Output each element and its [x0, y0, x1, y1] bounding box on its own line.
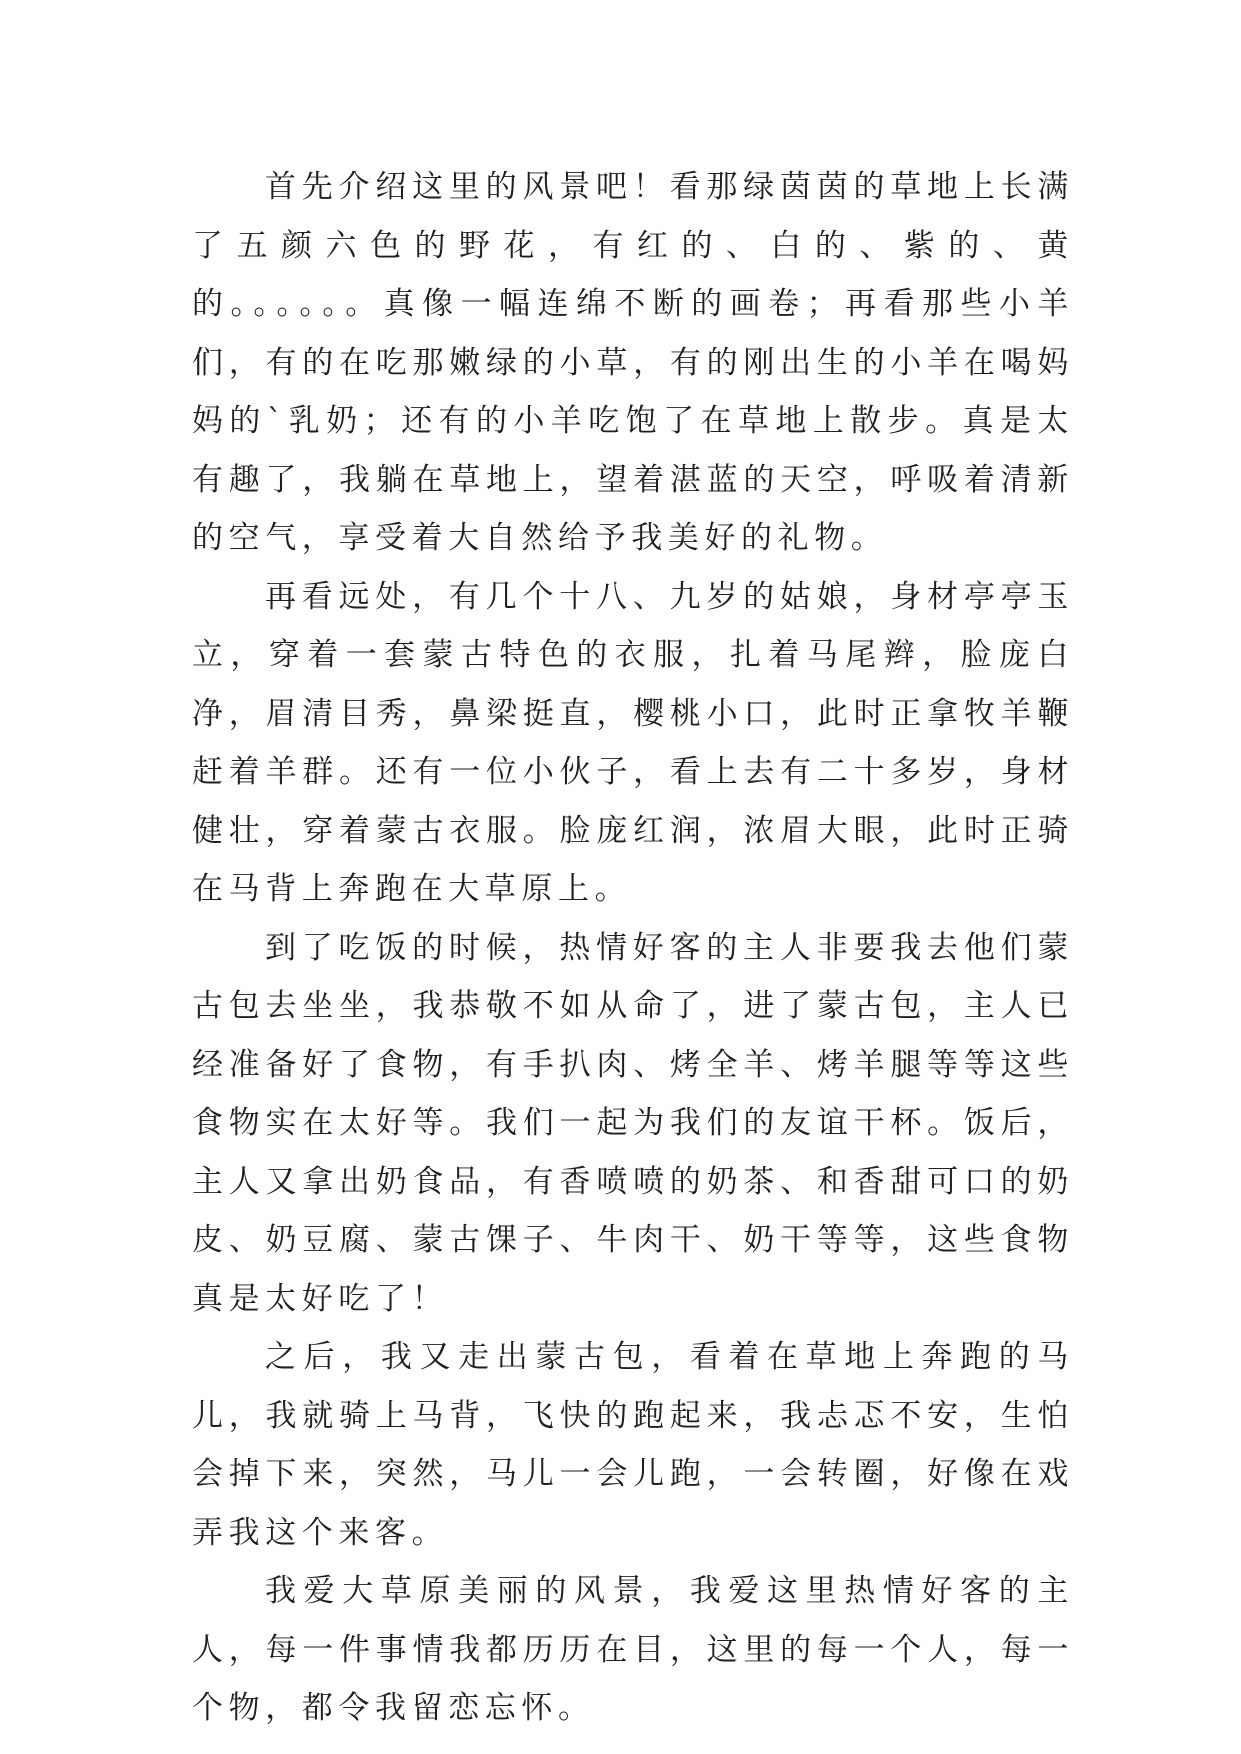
paragraph-scenery: 首先介绍这里的风景吧！看那绿茵茵的草地上长满了五颜六色的野花，有红的、白的、紫的、黄的。。。。。。真像一幅连绵不断的画卷；再看那些小羊们，有的在吃那嫩绿的小草，有的刚出生的小羊在喝妈妈的`乳奶；还有的小羊吃饱了在草地上散步。真是太有趣了，我躺在草地上，望着湛蓝的天空，呼吸着清新的空气，享受着大自然给予我美好的礼物。 [192, 169, 1074, 556]
paragraph-horse-ride: 之后，我又走出蒙古包，看着在草地上奔跑的马儿，我就骑上马背，飞快的跑起来，我忐忑不安，生怕会掉下来，突然，马儿一会儿跑，一会转圈，好像在戏弄我这个来客。 [192, 1339, 1074, 1551]
document-body [192, 158, 1074, 1738]
paragraph-conclusion: 我爱大草原美丽的风景，我爱这里热情好客的主人，每一件事情我都历历在目，这里的每一个人，每一个物，都令我留恋忘怀。 [192, 1573, 1074, 1726]
paragraph-people: 再看远处，有几个十八、九岁的姑娘，身材亭亭玉立，穿着一套蒙古特色的衣服，扎着马尾辫，脸庞白净，眉清目秀，鼻梁挺直，樱桃小口，此时正拿牧羊鞭赶着羊群。还有一位小伙子，看上去有二十多岁，身材健壮，穿着蒙古衣服。脸庞红润，浓眉大眼，此时正骑在马背上奔跑在大草原上。 [192, 578, 1074, 907]
paragraph-meal: 到了吃饭的时候，热情好客的主人非要我去他们蒙古包去坐坐，我恭敬不如从命了，进了蒙古包，主人已经准备好了食物，有手扒肉、烤全羊、烤羊腿等等这些食物实在太好等。我们一起为我们的友谊干杯。饭后，主人又拿出奶食品，有香喷喷的奶茶、和香甜可口的奶皮、奶豆腐、蒙古馃子、牛肉干、奶干等等，这些食物真是太好吃了！ [192, 929, 1074, 1317]
